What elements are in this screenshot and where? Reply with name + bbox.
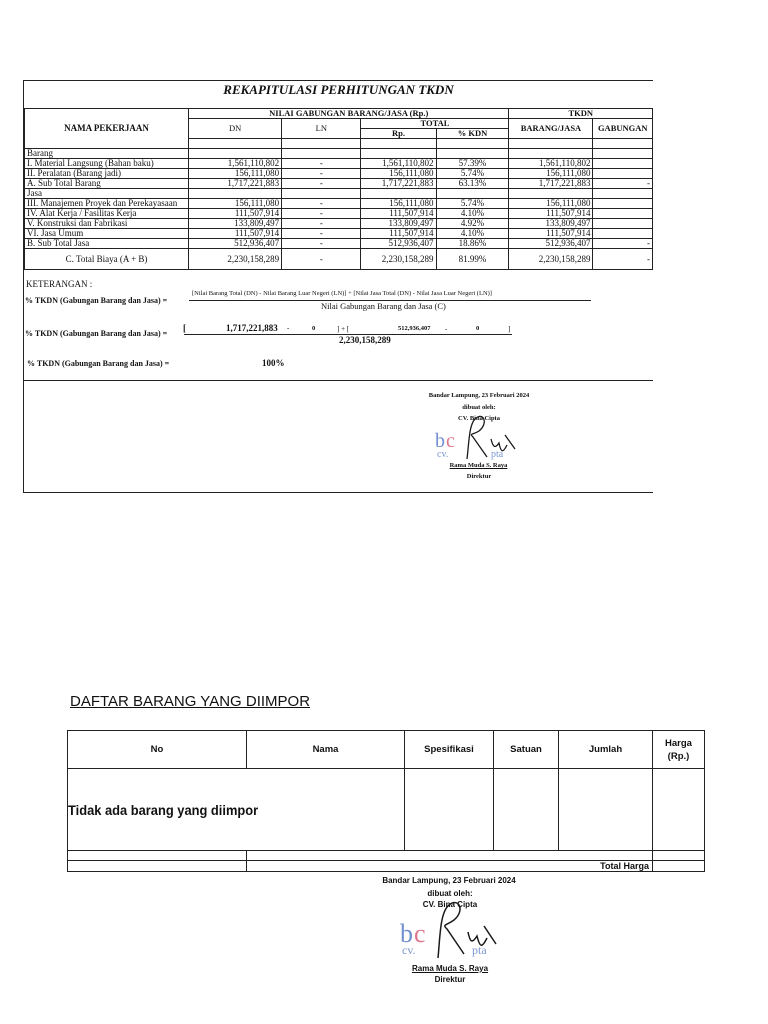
header-dn: DN bbox=[189, 119, 282, 139]
svg-text:pta: pta bbox=[491, 449, 504, 460]
keterangan-separator bbox=[24, 380, 653, 381]
cell-kdn bbox=[436, 189, 509, 199]
imports-sign-name: Rama Muda S. Raya bbox=[411, 964, 489, 973]
result-label: % TKDN (Gabungan Barang dan Jasa) = bbox=[27, 359, 170, 368]
imports-empty-row bbox=[68, 769, 705, 851]
header-gabungan: GABUNGAN bbox=[593, 119, 653, 139]
cell-kdn bbox=[436, 149, 509, 159]
cell-ln: - bbox=[282, 199, 361, 209]
cell-kdn: 4.92% bbox=[436, 219, 509, 229]
header-nilai-gabungan: NILAI GABUNGAN BARANG/JASA (Rp.) bbox=[189, 109, 509, 119]
tkdn-sign-place-date: Bandar Lampung, 23 Februari 2024 bbox=[428, 392, 530, 399]
imports-table bbox=[67, 730, 705, 872]
svg-text:pta: pta bbox=[472, 943, 487, 957]
imports-spacer-row bbox=[68, 851, 705, 861]
table-row bbox=[25, 209, 653, 219]
cell-name: III. Manajemen Proyek dan Perekayasaan bbox=[25, 199, 189, 209]
imports-sign-position: Direktur bbox=[434, 975, 466, 984]
total-name: C. Total Biaya (A + B) bbox=[25, 249, 189, 270]
cell-ln bbox=[282, 189, 361, 199]
cell-dn: 1,717,221,883 bbox=[189, 179, 282, 189]
tkdn-sign-made-by: dibuat oleh: bbox=[462, 404, 496, 411]
cell-ln: - bbox=[282, 239, 361, 249]
cell-name: II. Peralatan (Barang jadi) bbox=[25, 169, 189, 179]
total-kdn: 81.99% bbox=[436, 249, 509, 270]
table-row bbox=[25, 189, 653, 199]
imports-header-row bbox=[68, 731, 705, 769]
svg-text:cv.: cv. bbox=[402, 943, 416, 957]
cell-ln: - bbox=[282, 229, 361, 239]
cell-rp: 133,809,497 bbox=[361, 219, 436, 229]
cell-gab bbox=[593, 149, 653, 159]
cell-name: IV. Alat Kerja / Fasilitas Kerja bbox=[25, 209, 189, 219]
tkdn-table bbox=[24, 108, 653, 270]
cell-gab bbox=[593, 159, 653, 169]
calc-minus-2: - bbox=[445, 325, 448, 333]
cell-gab bbox=[593, 189, 653, 199]
cell-dn: 133,809,497 bbox=[189, 219, 282, 229]
imports-title: DAFTAR BARANG YANG DIIMPOR bbox=[70, 693, 311, 710]
calc-close: ] bbox=[508, 325, 511, 333]
calc-mid: ] + [ bbox=[337, 325, 350, 333]
formula-numerator: [Nilai Barang Total (DN) - Nilai Barang Luar Negeri (LN)] + [Nilai Jasa Total (DN) - Nilai Jasa Luar Negeri (LN)] bbox=[192, 290, 492, 297]
header-total: TOTAL bbox=[361, 119, 509, 129]
total-row bbox=[25, 249, 653, 270]
cell-gab bbox=[593, 219, 653, 229]
table-row bbox=[25, 159, 653, 169]
cell-rp: 111,507,914 bbox=[361, 229, 436, 239]
formula-denominator: Nilai Gabungan Barang dan Jasa (C) bbox=[321, 301, 446, 311]
header-rp: Rp. bbox=[361, 129, 436, 139]
svg-text:c: c bbox=[414, 919, 426, 948]
cell-ln: - bbox=[282, 209, 361, 219]
cell-ln: - bbox=[282, 169, 361, 179]
cell-rp: 156,111,080 bbox=[361, 199, 436, 209]
tkdn-title: REKAPITULASI PERHITUNGAN TKDN bbox=[223, 82, 454, 97]
company-stamp-signature-icon bbox=[429, 413, 529, 463]
total-ln: - bbox=[282, 249, 361, 270]
cell-rp bbox=[361, 189, 436, 199]
svg-text:b: b bbox=[435, 430, 445, 452]
cell-name: VI. Jasa Umum bbox=[25, 229, 189, 239]
cell-kdn: 4.10% bbox=[436, 229, 509, 239]
calc-ln-2: 0 bbox=[476, 325, 480, 332]
table-row bbox=[25, 239, 653, 249]
cell-rp: 1,717,221,883 bbox=[361, 179, 436, 189]
cell-rp: 1,561,110,802 bbox=[361, 159, 436, 169]
tkdn-sign-position: Direktur bbox=[466, 473, 492, 480]
table-row bbox=[25, 199, 653, 209]
total-harga-label: Total Harga bbox=[247, 861, 653, 872]
cell-name: Jasa bbox=[25, 189, 189, 199]
table-row bbox=[25, 229, 653, 239]
header-tkdn: TKDN bbox=[509, 109, 653, 119]
tkdn-recap-sheet bbox=[23, 80, 653, 493]
table-row bbox=[25, 179, 653, 189]
cell-ln: - bbox=[282, 219, 361, 229]
cell-name: A. Sub Total Barang bbox=[25, 179, 189, 189]
cell-gab: - bbox=[593, 179, 653, 189]
cell-dn: 156,111,080 bbox=[189, 199, 282, 209]
cell-gab: - bbox=[593, 239, 653, 249]
table-row bbox=[25, 169, 653, 179]
total-gab: - bbox=[593, 249, 653, 270]
table-row bbox=[25, 219, 653, 229]
col-jumlah: Jumlah bbox=[559, 731, 653, 769]
empty-message-cell bbox=[68, 769, 405, 851]
cell-bj bbox=[509, 189, 593, 199]
calc-denominator: 2,230,158,289 bbox=[339, 335, 391, 345]
tkdn-sign-company: CV. Bina Cipta bbox=[458, 415, 500, 422]
cell-kdn: 63.13% bbox=[436, 179, 509, 189]
imports-sign-made-by: dibuat oleh: bbox=[427, 889, 473, 898]
cell-kdn: 5.74% bbox=[436, 199, 509, 209]
cell-dn: 111,507,914 bbox=[189, 229, 282, 239]
col-harga: Harga (Rp.) bbox=[653, 731, 705, 769]
total-dn: 2,230,158,289 bbox=[189, 249, 282, 270]
formula-label: % TKDN (Gabungan Barang dan Jasa) = bbox=[25, 296, 168, 305]
table-row bbox=[25, 149, 653, 159]
header-pct-kdn: % KDN bbox=[436, 129, 509, 139]
cell-dn: 512,936,407 bbox=[189, 239, 282, 249]
calc-open: [ bbox=[183, 323, 186, 333]
total-bj: 2,230,158,289 bbox=[509, 249, 593, 270]
cell-bj: 133,809,497 bbox=[509, 219, 593, 229]
cell-ln bbox=[282, 149, 361, 159]
calc-label: % TKDN (Gabungan Barang dan Jasa) = bbox=[25, 329, 168, 338]
cell-rp: 111,507,914 bbox=[361, 209, 436, 219]
cell-name: B. Sub Total Jasa bbox=[25, 239, 189, 249]
cell-kdn: 18.86% bbox=[436, 239, 509, 249]
header-nama-pekerjaan: NAMA PEKERJAAN bbox=[25, 109, 189, 149]
cell-name: V. Konstruksi dan Fabrikasi bbox=[25, 219, 189, 229]
cell-bj: 111,507,914 bbox=[509, 229, 593, 239]
cell-rp: 156,111,080 bbox=[361, 169, 436, 179]
svg-text:b: b bbox=[400, 919, 413, 948]
imports-sign-company: CV. Bina Cipta bbox=[422, 900, 478, 909]
svg-text:c: c bbox=[446, 430, 455, 452]
company-stamp-signature-icon bbox=[392, 898, 512, 962]
cell-dn bbox=[189, 189, 282, 199]
col-satuan: Satuan bbox=[494, 731, 559, 769]
cell-dn: 111,507,914 bbox=[189, 209, 282, 219]
cell-bj: 156,111,080 bbox=[509, 199, 593, 209]
cell-kdn: 4.10% bbox=[436, 209, 509, 219]
cell-bj: 512,936,407 bbox=[509, 239, 593, 249]
svg-text:cv.: cv. bbox=[437, 449, 449, 460]
cell-dn bbox=[189, 149, 282, 159]
cell-bj: 156,111,080 bbox=[509, 169, 593, 179]
cell-dn: 1,561,110,802 bbox=[189, 159, 282, 169]
cell-bj: 1,717,221,883 bbox=[509, 179, 593, 189]
cell-dn: 156,111,080 bbox=[189, 169, 282, 179]
total-rp: 2,230,158,289 bbox=[361, 249, 436, 270]
cell-rp: 512,936,407 bbox=[361, 239, 436, 249]
cell-kdn: 57.39% bbox=[436, 159, 509, 169]
cell-bj bbox=[509, 149, 593, 159]
header-barang-jasa: BARANG/JASA bbox=[509, 119, 593, 139]
calc-minus-1: - bbox=[287, 324, 290, 332]
keterangan-label: KETERANGAN : bbox=[26, 279, 93, 289]
cell-kdn: 5.74% bbox=[436, 169, 509, 179]
cell-gab bbox=[593, 169, 653, 179]
cell-rp bbox=[361, 149, 436, 159]
cell-name: Barang bbox=[25, 149, 189, 159]
cell-ln: - bbox=[282, 159, 361, 169]
header-ln: LN bbox=[282, 119, 361, 139]
calc-ln-1: 0 bbox=[312, 325, 316, 332]
cell-gab bbox=[593, 229, 653, 239]
cell-gab bbox=[593, 199, 653, 209]
empty-message: Tidak ada barang yang diimpor bbox=[68, 801, 259, 818]
cell-name: I. Material Langsung (Bahan baku) bbox=[25, 159, 189, 169]
imports-total-row bbox=[68, 861, 705, 872]
result-value: 100% bbox=[262, 358, 285, 368]
cell-bj: 111,507,914 bbox=[509, 209, 593, 219]
imports-sign-place-date: Bandar Lampung, 23 Februari 2024 bbox=[382, 876, 516, 885]
col-no: No bbox=[68, 731, 247, 769]
cell-gab bbox=[593, 209, 653, 219]
cell-ln: - bbox=[282, 179, 361, 189]
col-spesifikasi: Spesifikasi bbox=[405, 731, 494, 769]
col-nama: Nama bbox=[247, 731, 405, 769]
sheet-bottom-border bbox=[24, 492, 653, 493]
tkdn-sign-name: Rama Muda S. Raya bbox=[449, 462, 508, 469]
cell-bj: 1,561,110,802 bbox=[509, 159, 593, 169]
calc-barang: 1,717,221,883 bbox=[226, 323, 278, 333]
calc-jasa: 512,936,407 bbox=[398, 325, 431, 332]
